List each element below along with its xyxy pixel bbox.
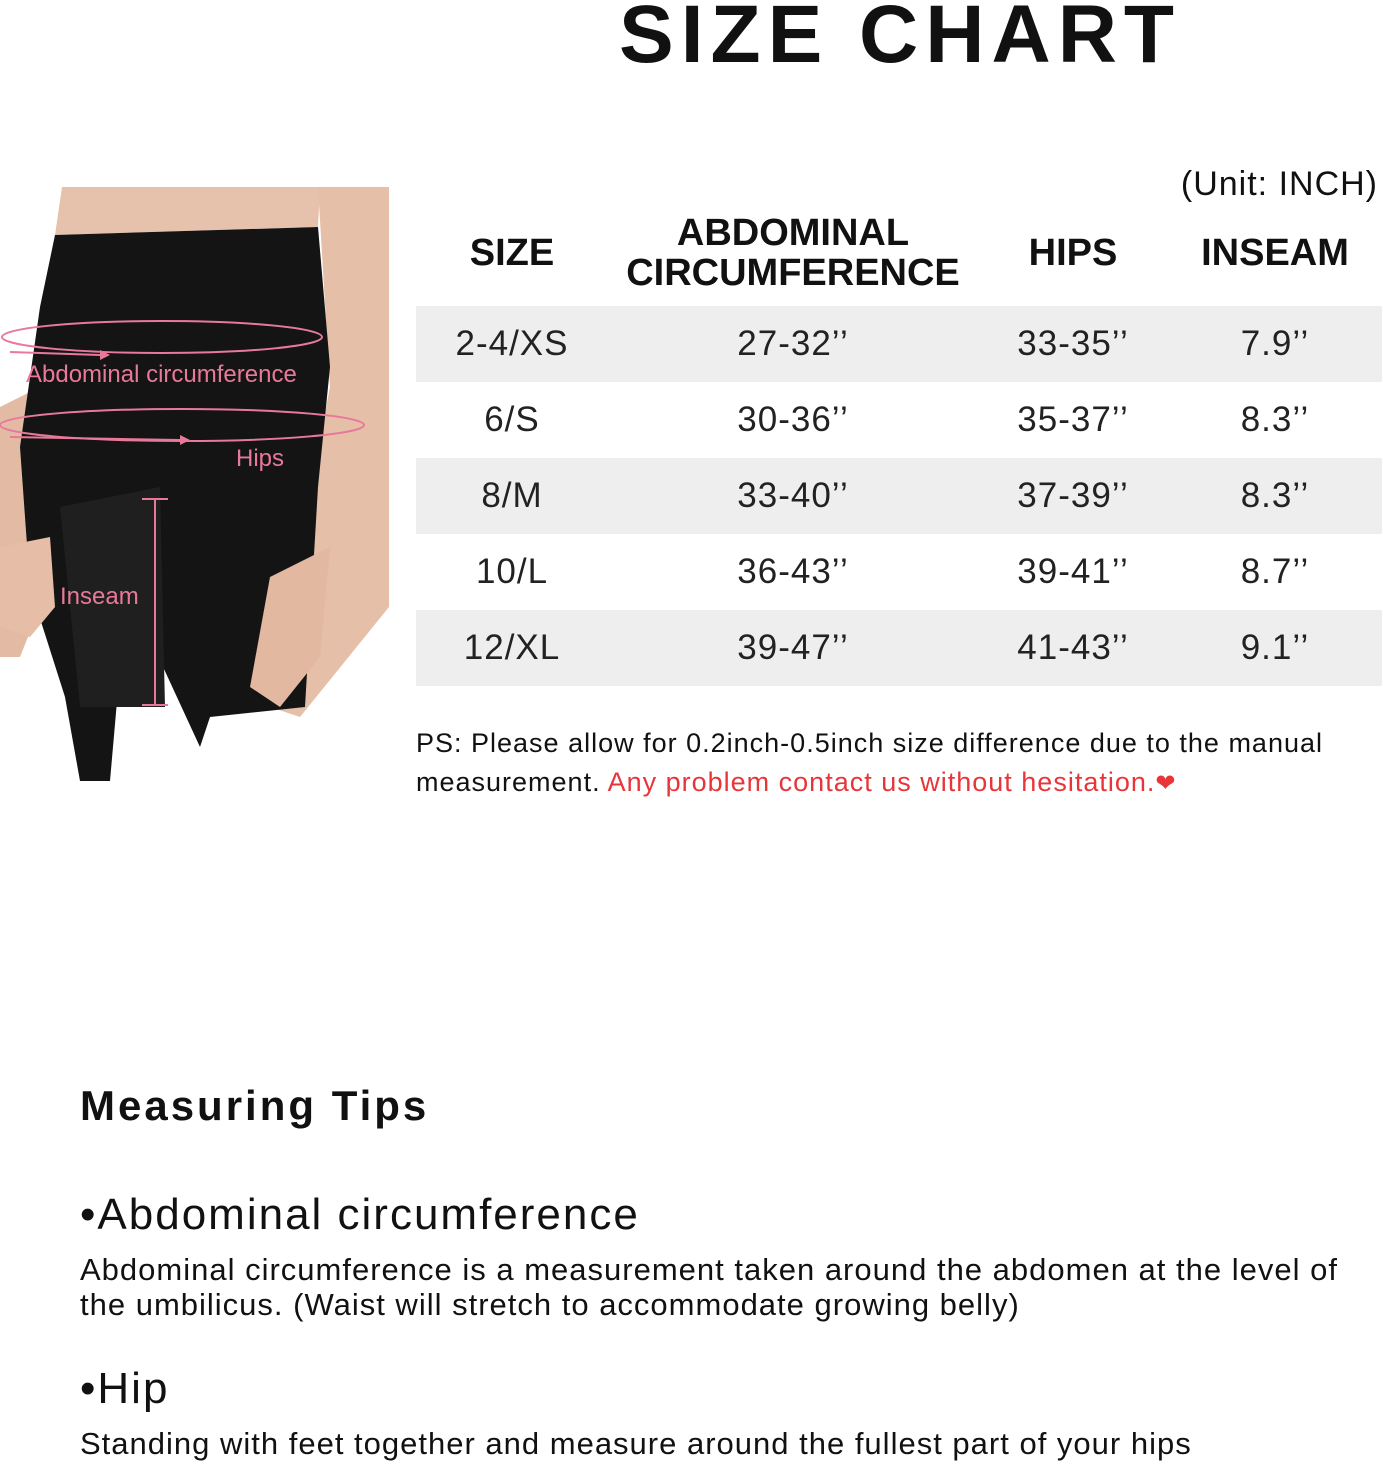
shorts-illustration (0, 187, 389, 781)
tips-title: Measuring Tips (80, 1082, 430, 1129)
hips-label: Hips (236, 445, 285, 472)
cell-size: 12/XL (416, 610, 608, 686)
cell-abdominal: 36-43’’ (737, 552, 849, 591)
header-hips: HIPS (1028, 232, 1118, 274)
cell-abdominal: 39-47’’ (608, 610, 978, 686)
cell-inseam: 8.3’’ (1240, 400, 1310, 439)
cell-hips: 35-37’’ (1017, 400, 1129, 439)
table-header-row (416, 200, 1382, 306)
table-row (416, 610, 1382, 686)
table-row (416, 534, 1382, 610)
cell-hips: 37-39’’ (978, 458, 1168, 534)
page-title-text: SIZE CHART (619, 0, 1181, 80)
contact-note: Any problem contact us without hesitation. (607, 767, 1156, 797)
tip-body-hip: Standing with feet together and measure around the fullest part of your hips (80, 1426, 1192, 1461)
heart-icon: ❤ (1155, 770, 1177, 797)
tip-heading-hip: •Hip (80, 1364, 170, 1413)
cell-hips: 41-43’’ (978, 610, 1168, 686)
table-row (416, 382, 1382, 458)
cell-size: 10/L (475, 552, 549, 591)
cell-inseam: 8.7’’ (1240, 552, 1310, 591)
size-note (416, 724, 1384, 803)
cell-hips: 39-41’’ (1017, 552, 1129, 591)
tip-heading-abdominal: •Abdominal circumference (80, 1190, 640, 1239)
cell-size: 8/M (416, 458, 608, 534)
cell-hips: 33-35’’ (978, 306, 1168, 382)
header-abdominal-line1: ABDOMINAL (676, 212, 910, 254)
tip-body-abdominal: Abdominal circumference is a measurement taken around the abdomen at the level of the umbilicus. (Waist will stretch to accommodate growing belly) (80, 1252, 1338, 1322)
header-size: SIZE (469, 232, 555, 274)
cell-size: 6/S (484, 400, 540, 439)
inseam-label: Inseam (60, 583, 139, 610)
cell-inseam: 8.3’’ (1168, 458, 1382, 534)
cell-size: 2-4/XS (416, 306, 608, 382)
abdominal-label: Abdominal circumference (26, 361, 297, 388)
product-photo (0, 187, 389, 781)
unit-note: (Unit: INCH) (1180, 165, 1378, 203)
header-abdominal-line2: CIRCUMFERENCE (626, 252, 960, 294)
cell-abdominal: 30-36’’ (737, 400, 849, 439)
cell-abdominal: 27-32’’ (608, 306, 978, 382)
size-table (416, 200, 1382, 686)
table-row (416, 306, 1382, 382)
cell-inseam: 9.1’’ (1168, 610, 1382, 686)
header-inseam: INSEAM (1201, 232, 1349, 274)
cell-inseam: 7.9’’ (1168, 306, 1382, 382)
header-abdominal (608, 200, 978, 306)
cell-abdominal: 33-40’’ (608, 458, 978, 534)
size-note-text: PS: Please allow for 0.2inch-0.5inch size difference due to the manual measurement. (416, 728, 1323, 797)
page-title (590, 0, 1210, 80)
table-row (416, 458, 1382, 534)
